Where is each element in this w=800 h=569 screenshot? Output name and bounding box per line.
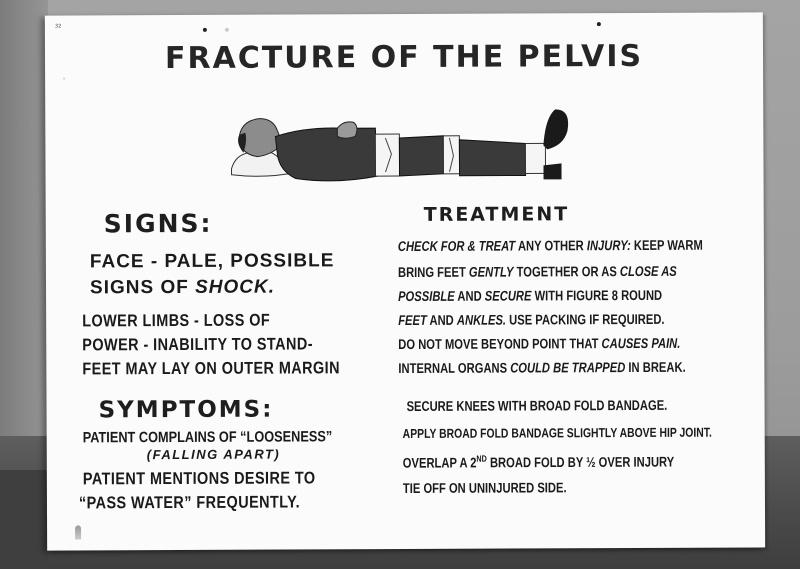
signs-emphasis: SHOCK.	[195, 276, 276, 298]
treatment-emphasis: CHECK FOR & TREAT	[397, 237, 516, 255]
pin-hole	[225, 28, 229, 32]
pin-hole	[597, 22, 601, 26]
shelf-ledge-left	[0, 470, 48, 569]
treatment-text: BROAD FOLD BY ½ OVER INJURY	[486, 453, 675, 471]
treatment-text: AND	[426, 311, 457, 328]
treatment-line	[398, 237, 703, 254]
treatment-emphasis: CAUSES PAIN.	[601, 334, 681, 352]
treatment-emphasis: CLOSE AS	[619, 262, 677, 280]
symptoms-line: “PASS WATER” FREQUENTLY.	[78, 492, 301, 513]
pin-hole	[203, 28, 207, 32]
poster-board	[45, 12, 765, 550]
treatment-line	[403, 453, 674, 471]
signs-line: FEET MAY LAY ON OUTER MARGIN	[82, 358, 341, 379]
treatment-emphasis: ANKLES.	[456, 311, 507, 328]
board-chip-mark	[75, 525, 81, 539]
treatment-heading: TREATMENT	[423, 203, 570, 226]
poster-title: FRACTURE OF THE PELVIS	[164, 38, 644, 77]
treatment-text: AND	[454, 287, 485, 304]
treatment-emphasis: GENTLY	[468, 263, 514, 280]
ordinal-suffix: ND	[476, 453, 487, 464]
treatment-emphasis: SECURE	[484, 287, 532, 304]
treatment-emphasis: COULD BE TRAPPED	[510, 359, 626, 376]
treatment-line	[398, 263, 677, 280]
treatment-text: WITH FIGURE 8 ROUND	[531, 286, 663, 304]
treatment-text: ANY OTHER	[515, 237, 587, 254]
treatment-line	[398, 359, 685, 376]
signs-line: POWER - INABILITY TO STAND-	[82, 334, 313, 355]
pin-hole	[63, 77, 65, 79]
signs-line	[90, 277, 275, 300]
symptoms-line: PATIENT COMPLAINS OF “LOOSENESS”	[82, 428, 333, 447]
treatment-text: USE PACKING IF REQUIRED.	[505, 310, 665, 328]
signs-text: SIGNS OF	[89, 276, 196, 299]
treatment-text: OVERLAP A 2	[402, 454, 477, 471]
symptoms-line: PATIENT MENTIONS DESIRE TO	[82, 468, 316, 489]
treatment-line: SECURE KNEES WITH BROAD FOLD BANDAGE.	[406, 396, 668, 414]
treatment-emphasis: FEET	[398, 311, 427, 329]
treatment-text: DO NOT MOVE BEYOND POINT THAT	[398, 335, 602, 353]
symptoms-subline: (FALLING APART)	[146, 446, 281, 463]
treatment-line	[398, 287, 662, 304]
treatment-emphasis: POSSIBLE	[398, 287, 455, 305]
corner-mark: 32	[54, 23, 62, 30]
treatment-line	[398, 311, 664, 328]
treatment-line	[398, 335, 680, 352]
treatment-emphasis: INJURY:	[586, 237, 631, 254]
treatment-line: APPLY BROAD FOLD BANDAGE SLIGHTLY ABOVE HIP JOINT.	[402, 424, 712, 442]
signs-line: LOWER LIMBS - LOSS OF	[82, 310, 271, 331]
treatment-text: INTERNAL ORGANS	[398, 359, 511, 377]
treatment-text: IN BREAK.	[625, 358, 686, 376]
signs-line: FACE - PALE, POSSIBLE	[89, 250, 335, 273]
signs-heading: SIGNS:	[103, 208, 213, 239]
patient-illustration-icon	[225, 105, 585, 189]
treatment-text: TOGETHER OR AS	[513, 263, 620, 280]
symptoms-heading: SYMPTOMS:	[98, 396, 274, 424]
treatment-text: BRING FEET	[397, 263, 469, 281]
treatment-text: KEEP WARM	[630, 236, 703, 254]
treatment-line: TIE OFF ON UNINJURED SIDE.	[402, 479, 567, 497]
